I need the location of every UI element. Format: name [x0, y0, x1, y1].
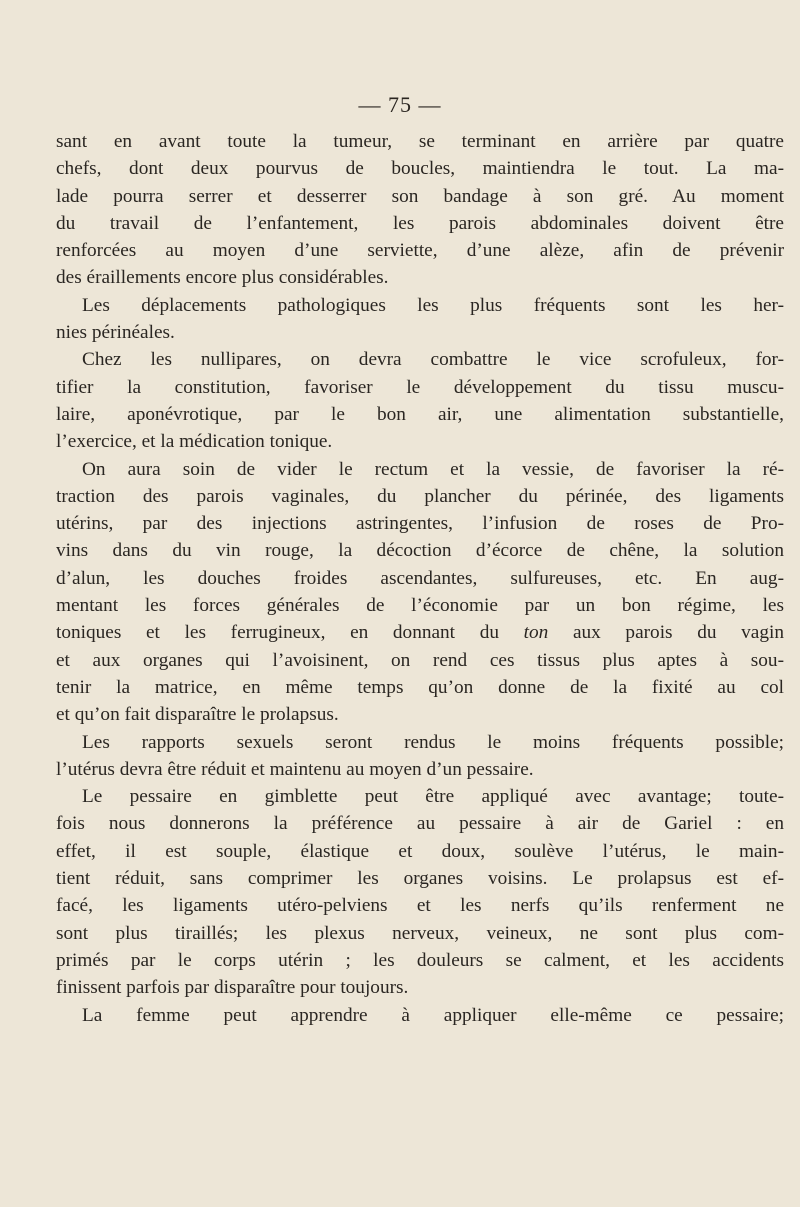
text-line: toniques et les ferrugineux, en donnant du ton aux parois du vagin: [56, 622, 784, 644]
text-line: finissent parfois par disparaître pour toujours.: [56, 977, 409, 999]
text-line: du travail de l’enfantement, les parois abdominales doivent être: [56, 212, 784, 234]
text-line: chefs, dont deux pourvus de boucles, maintiendra le tout. La ma-: [56, 158, 784, 180]
text-line: tenir la matrice, en même temps qu’on donne de la fixité au col: [56, 676, 784, 698]
text-line: Les rapports sexuels seront rendus le moins fréquents possible;: [82, 731, 784, 753]
text-line: nies périnéales.: [56, 322, 175, 344]
text-line: sont plus tiraillés; les plexus nerveux, veineux, ne sont plus com-: [56, 922, 784, 944]
text-line: mentant les forces générales de l’économie par un bon régime, les: [56, 595, 784, 617]
text-line: La femme peut apprendre à appliquer elle-même ce pessaire;: [82, 1004, 784, 1026]
text-line: et qu’on fait disparaître le prolapsus.: [56, 704, 339, 726]
text-line: Le pessaire en gimblette peut être appliqué avec avantage; toute-: [82, 786, 784, 808]
text-line: l’exercice, et la médication tonique.: [56, 431, 333, 453]
text-line: effet, il est souple, élastique et doux, soulève l’utérus, le main-: [56, 840, 784, 862]
text-line: vins dans du vin rouge, la décoction d’écorce de chêne, la solution: [56, 540, 784, 562]
text-line: Les déplacements pathologiques les plus fréquents sont les her-: [82, 294, 784, 316]
text-line: sant en avant toute la tumeur, se terminant en arrière par quatre: [56, 131, 784, 152]
page-number: — 75 —: [358, 92, 442, 117]
text-line: d’alun, les douches froides ascendantes, sulfureuses, etc. En aug-: [56, 567, 784, 589]
text-line: tifier la constitution, favoriser le développement du tissu muscu-: [56, 376, 784, 398]
text-line: traction des parois vaginales, du plancher du périnée, des ligaments: [56, 485, 784, 507]
text-line: laire, aponévrotique, par le bon air, une alimentation substantielle,: [56, 403, 784, 425]
text-line: l’utérus devra être réduit et maintenu au moyen d’un pessaire.: [56, 758, 534, 780]
text-line: renforcées au moyen d’une serviette, d’une alèze, afin de prévenir: [56, 240, 784, 262]
text-line: On aura soin de vider le rectum et la vessie, de favoriser la ré-: [82, 458, 784, 480]
text-line: et aux organes qui l’avoisinent, on rend ces tissus plus aptes à sou-: [56, 649, 784, 671]
text-line: facé, les ligaments utéro-pelviens et les nerfs qu’ils renferment ne: [56, 895, 784, 917]
text-line: primés par le corps utérin ; les douleurs se calment, et les accidents: [56, 949, 784, 971]
text-line: lade pourra serrer et desserrer son bandage à son gré. Au moment: [56, 185, 784, 207]
text-line: Chez les nullipares, on devra combattre le vice scrofuleux, for-: [82, 349, 784, 371]
text-line: fois nous donnerons la préférence au pessaire à air de Gariel : en: [56, 813, 784, 835]
text-line: des éraillements encore plus considérables.: [56, 267, 389, 289]
text-line: utérins, par des injections astringentes, l’infusion de roses de Pro-: [56, 513, 784, 535]
body-text: [56, 128, 784, 1029]
text-line: tient réduit, sans comprimer les organes voisins. Le prolapsus est ef-: [56, 868, 784, 890]
emphasized-word: ton: [523, 622, 549, 644]
